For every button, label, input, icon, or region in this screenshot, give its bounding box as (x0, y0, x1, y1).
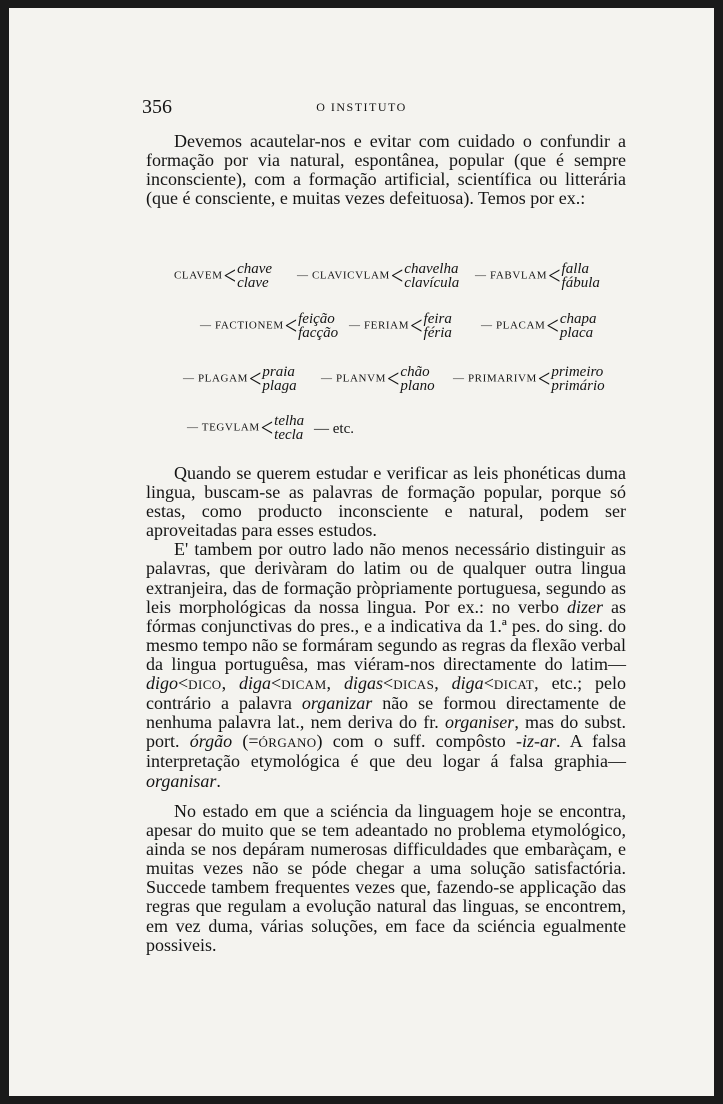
branch-sign: < (537, 364, 551, 393)
paragraph-3: No estado em que a sciéncia da linguagem hoje se encontra, apesar do muito que se tem adeantado no problema etymológico, ainda se nos depáram numerosas difficuldades que embaràçam, e muitas vezes não se póde chegar a uma solução satisfactória. Succede tambem frequentes vezes que, fazendo-se applicação das regras que regulam a evolução natural das linguas, se encontrem, em vez duma, várias soluções, em face da sciéncia egualmente possiveis. (146, 801, 626, 955)
example-item: — PLANVM< chão plano (321, 364, 435, 394)
paragraph-2-sentence-2: E' tambem por outro lado não menos necessário distinguir as palavras, que derivàram do latim ou de qualquer outra lingua extranjeira, das de formação pròpriamente portuguesa, segundo as leis morphológicas da nossa lingua. Por ex.: no verbo dizer as fórmas conjunctivas do pres., e a indicativa da 1.ª pes. do sing. do mesmo tempo não se formáram segundo as regras da flexão verbal da lingua portuguêsa, mas viéram-nos directamente do latim—digo<DICO, diga<DICAM, digas<DICAS, diga<DICAT, etc.; pelo contrário a palavra organizar não se formou directamente de nenhuma palavra lat., nem deriva do fr. organiser, mas do subst. port. órgão (=ÓRGANO) com o suff. compôsto -iz-ar. A falsa interpretação etymológica é que deu logar á falsa graphia—organisar. (146, 539, 627, 791)
branch-sign: < (390, 261, 404, 290)
paragraph-2-sentence-1: Quando se querem estudar e verificar as leis phonéticas duma lingua, buscam-se as palavras de formação popular, porque só estas, como producto inconsciente e natural, podem ser aproveitadas para esses estudos. (146, 463, 626, 541)
branch-sign: < (284, 311, 298, 340)
example-item: — PRIMARIVM< primeiro primário (453, 364, 605, 394)
branch-sign: < (410, 311, 423, 340)
example-item: — PLACAM< chapa placa (481, 311, 597, 341)
book-page (9, 8, 714, 1096)
branch-sign: < (387, 364, 400, 393)
paragraph-2 (146, 464, 626, 791)
running-title: O INSTITUTO (316, 100, 407, 114)
branch-sign: < (260, 413, 274, 442)
example-item: — TEGVLAM< telha tecla (187, 413, 305, 443)
etc-label: — etc. (314, 421, 354, 437)
example-item: CLAVEM< chave clave (174, 261, 273, 291)
page-header (9, 96, 714, 120)
example-item: — FACTIONEM< feição facção (200, 311, 339, 341)
branch-sign: < (223, 261, 237, 290)
branch-sign: < (546, 311, 559, 340)
example-item: — PLAGAM< praia plaga (183, 364, 297, 394)
paragraph-1: Devemos acautelar-nos e evitar com cuidado o confundir a formação por via natural, espontânea, popular (que é sempre inconsciente), com a formação artificial, scientífica ou litterária (que é consciente, e muitas vezes defeituosa). Temos por ex.: (146, 131, 626, 209)
example-item: — CLAVICVLAM< chavelha clavícula (297, 261, 460, 291)
example-item: — FERIAM< feira féria (349, 311, 452, 341)
example-item: — FABVLAM< falla fábula (475, 261, 600, 291)
branch-sign: < (249, 364, 262, 393)
branch-sign: < (548, 261, 561, 290)
page-number: 356 (142, 96, 172, 118)
